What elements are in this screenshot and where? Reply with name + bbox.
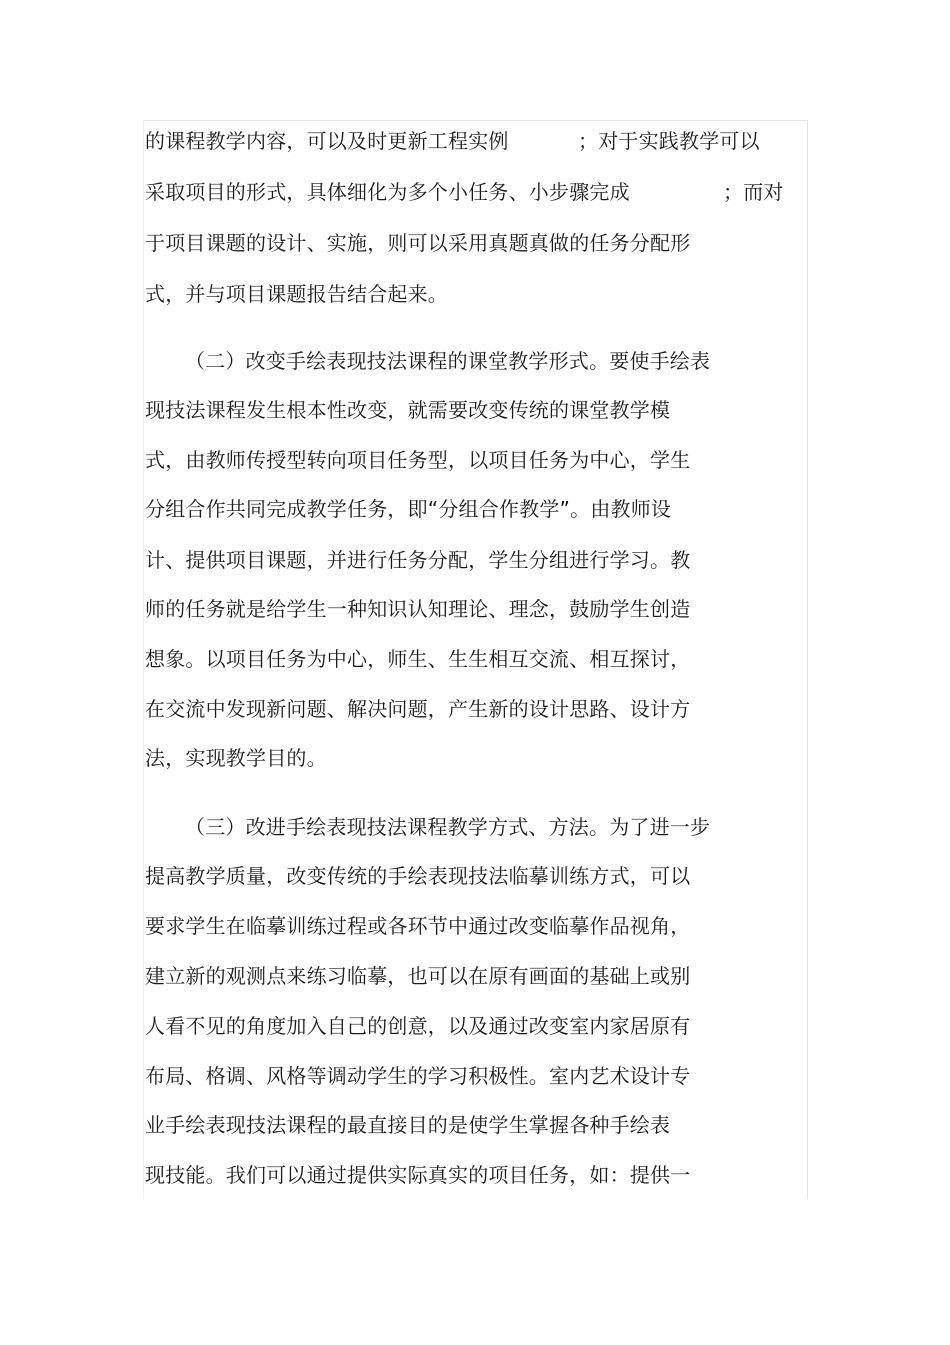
paragraph-1-line-2 bbox=[145, 180, 795, 204]
paragraph-1-line-2-text-a: 采取项目的形式，具体细化为多个小任务、小步骤完成 bbox=[145, 180, 630, 204]
paragraph-3-line-6: 布局、格调、风格等调动学生的学习积极性。室内艺术设计专 bbox=[145, 1064, 691, 1088]
paragraph-3-line-5: 人看不见的角度加入自己的创意，以及通过改变室内家居原有 bbox=[145, 1014, 691, 1038]
paragraph-2-line-4: 分组合作共同完成教学任务，即“分组合作教学”。由教师设 bbox=[145, 497, 672, 521]
paragraph-2-line-9: 法，实现教学目的。 bbox=[145, 746, 327, 770]
paragraph-2-line-5: 计、提供项目课题，并进行任务分配，学生分组进行学习。教 bbox=[145, 548, 691, 572]
paragraph-3-line-1: （三）改进手绘表现技法课程教学方式、方法。为了进一步 bbox=[185, 815, 711, 839]
paragraph-1-line-1-text-b: ；对于实践教学可以 bbox=[578, 129, 760, 153]
paragraph-2-line-2: 现技法课程发生根本性改变，就需要改变传统的课堂教学模 bbox=[145, 398, 671, 422]
paragraph-1-line-1-text-a: 的课程教学内容，可以及时更新工程实例 bbox=[145, 129, 509, 153]
paragraph-3-line-3: 要求学生在临摹训练过程或各环节中通过改变临摹作品视角， bbox=[145, 914, 691, 938]
paragraph-1-line-1 bbox=[145, 129, 795, 153]
paragraph-3-line-7: 业手绘表现技法课程的最直接目的是使学生掌握各种手绘表 bbox=[145, 1113, 671, 1137]
paragraph-1-line-3: 于项目课题的设计、实施，则可以采用真题真做的任务分配形 bbox=[145, 231, 691, 255]
paragraph-2-line-6: 师的任务就是给学生一种知识认知理论、理念，鼓励学生创造 bbox=[145, 597, 691, 621]
paragraph-2-line-3: 式，由教师传授型转向项目任务型，以项目任务为中心，学生 bbox=[145, 448, 691, 472]
paragraph-2-line-1: （二）改变手绘表现技法课程的课堂教学形式。要使手绘表 bbox=[185, 349, 711, 373]
paragraph-1-line-4: 式，并与项目课题报告结合起来。 bbox=[145, 282, 448, 306]
paragraph-1-line-2-text-b: ；而对 bbox=[723, 180, 784, 204]
paragraph-3-line-2: 提高教学质量，改变传统的手绘表现技法临摹训练方式，可以 bbox=[145, 864, 691, 888]
paragraph-3-line-4: 建立新的观测点来练习临摹，也可以在原有画面的基础上或别 bbox=[145, 964, 691, 988]
paragraph-2-line-8: 在交流中发现新问题、解决问题，产生新的设计思路、设计方 bbox=[145, 697, 691, 721]
paragraph-3-line-8: 现技能。我们可以通过提供实际真实的项目任务，如：提供一 bbox=[145, 1163, 691, 1187]
paragraph-2-line-7: 想象。以项目任务为中心，师生、生生相互交流、相互探讨， bbox=[145, 647, 691, 671]
